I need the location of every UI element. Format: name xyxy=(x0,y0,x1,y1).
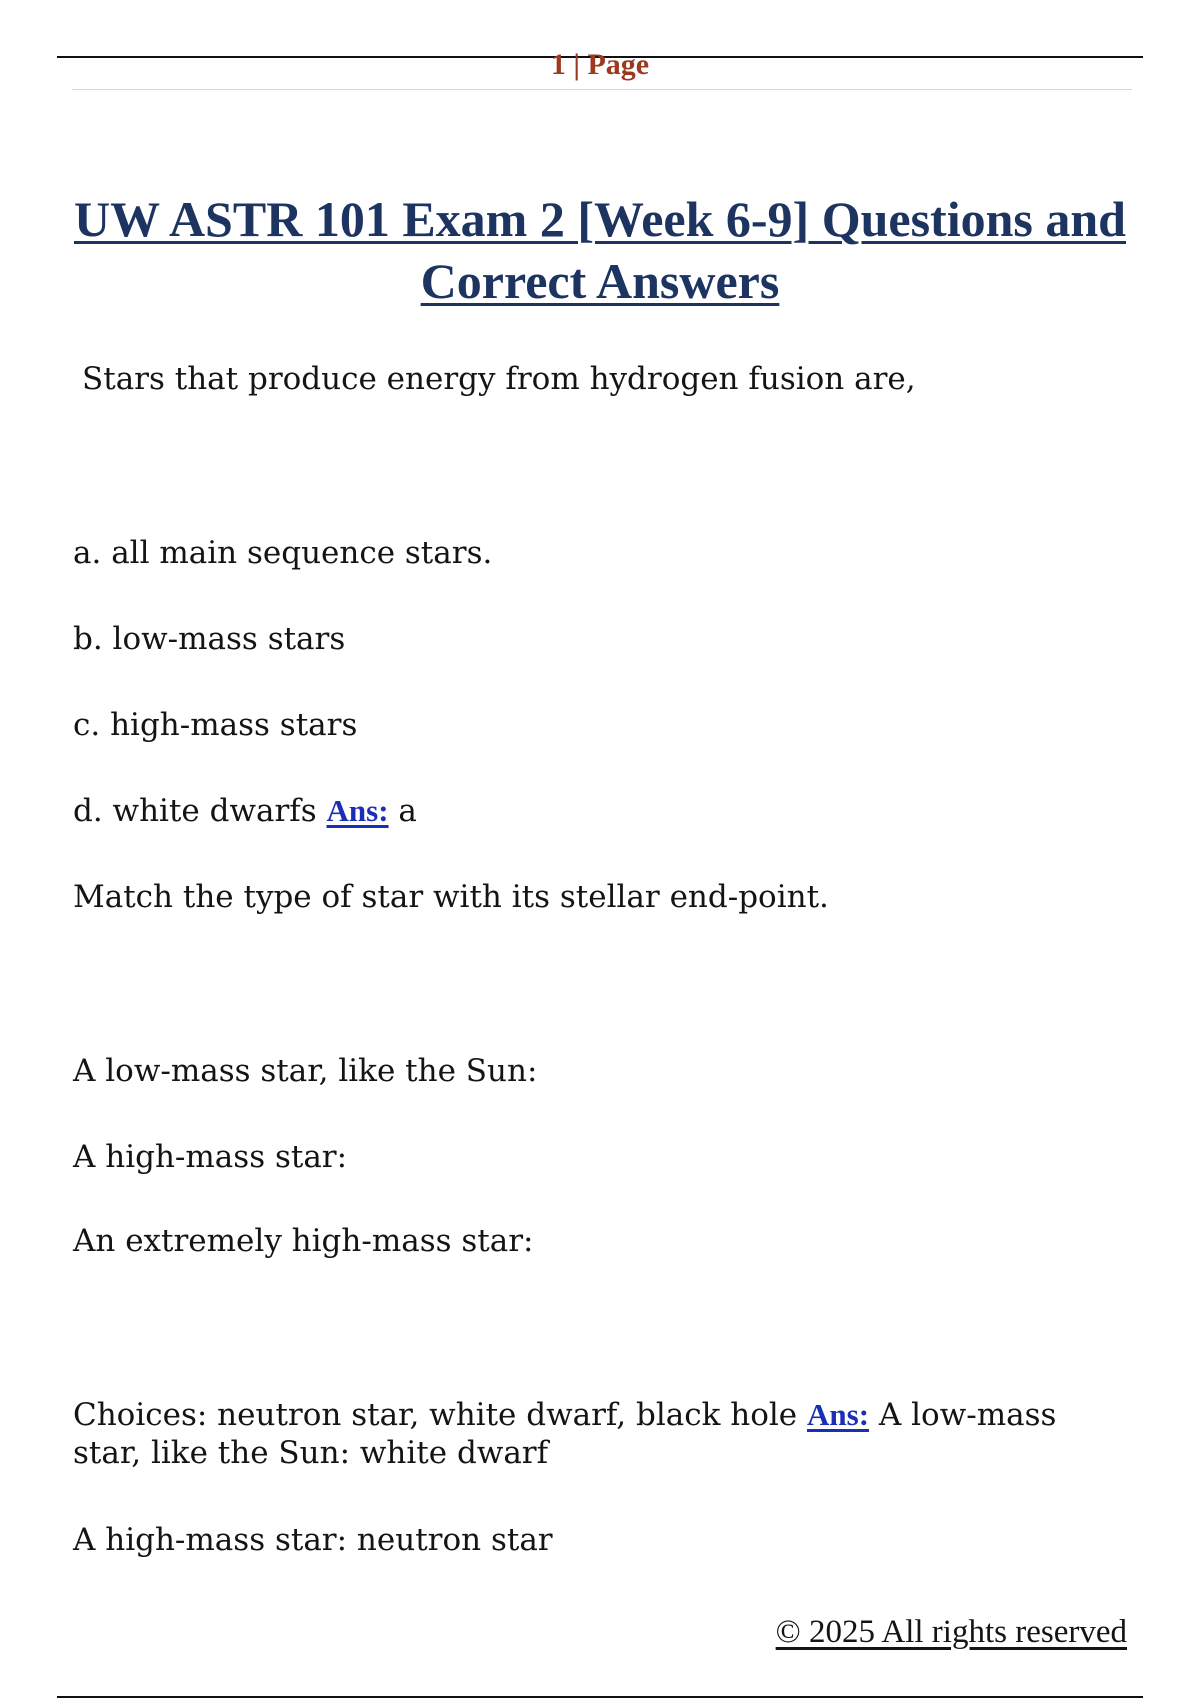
copyright-notice: © 2025 All rights reserved xyxy=(775,1614,1127,1650)
answer-link[interactable]: Ans: xyxy=(326,793,389,828)
option-d: d. white dwarfs xyxy=(73,793,317,829)
answer-link[interactable]: Ans: xyxy=(807,1397,870,1432)
option-d-line xyxy=(73,792,417,830)
document-title[interactable]: UW ASTR 101 Exam 2 [Week 6-9] Questions and Correct Answers xyxy=(74,191,1126,309)
question-1-prompt: Stars that produce energy from hydrogen fusion are, xyxy=(82,361,916,397)
page-number-label: 1 | Page xyxy=(550,48,650,81)
footer-rule xyxy=(57,1696,1143,1698)
header-divider xyxy=(72,89,1132,90)
match-item: A high-mass star: xyxy=(73,1139,348,1175)
option-b: b. low-mass stars xyxy=(73,621,346,657)
answer-line-2: A high-mass star: neutron star xyxy=(73,1522,553,1558)
choices-answer-block xyxy=(73,1396,1073,1472)
match-item: An extremely high-mass star: xyxy=(73,1223,534,1259)
option-c: c. high-mass stars xyxy=(73,707,358,743)
answer-text: A low-mass star, like the Sun: white dwarf xyxy=(73,1397,1057,1471)
answer-value: a xyxy=(398,793,417,829)
match-item: A low-mass star, like the Sun: xyxy=(73,1053,538,1089)
option-a: a. all main sequence stars. xyxy=(73,535,493,571)
question-2-prompt: Match the type of star with its stellar end-point. xyxy=(73,879,829,915)
choices-text: Choices: neutron star, white dwarf, black hole xyxy=(73,1397,798,1433)
